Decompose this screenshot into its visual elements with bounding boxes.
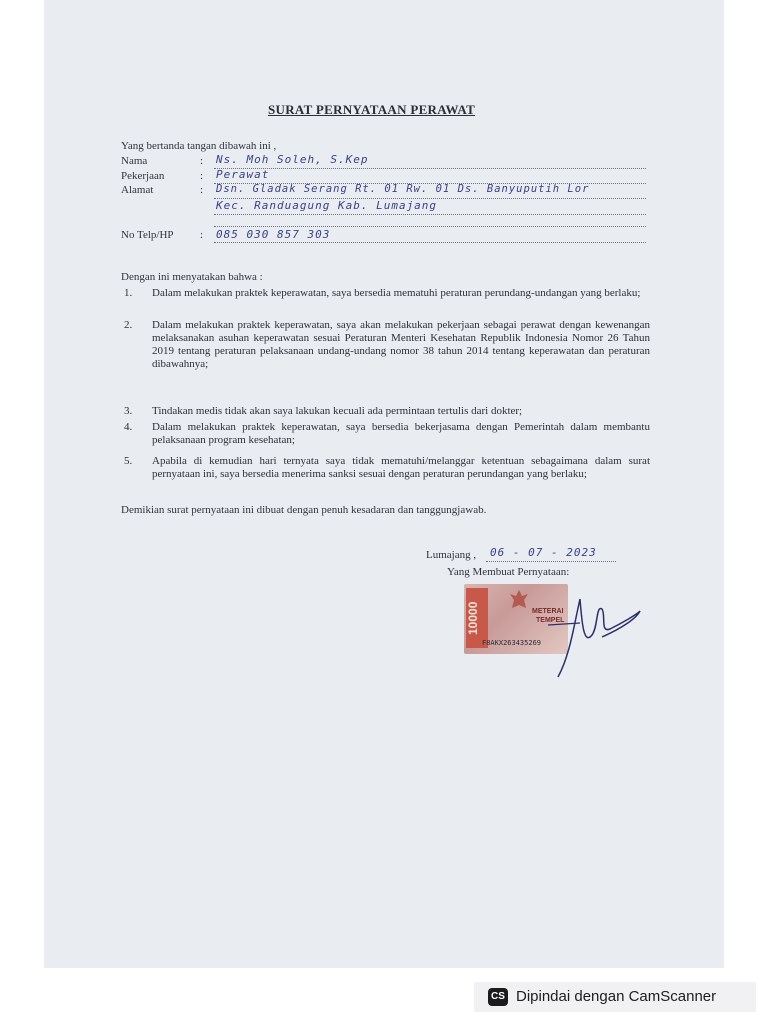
camscanner-label: Dipindai dengan CamScanner [516, 988, 717, 1005]
stamp-value: 10000 [466, 588, 488, 648]
stamp-serial: F8AKX263435269 [482, 639, 542, 647]
alamat-value-line2: Kec. Randuagung Kab. Lumajang [216, 199, 438, 212]
nama-label: Nama [121, 155, 148, 167]
stamp-line1: METERAI [532, 608, 564, 615]
nama-dotted-line [214, 168, 646, 169]
item-text: Dalam melakukan praktek keperawatan, saya bersedia bekerjasama dengan Pemerintah dalam membantu pelaksanaan program kesehatan; [152, 421, 650, 446]
telp-colon: : [200, 229, 204, 241]
alamat-label: Alamat [121, 184, 154, 196]
item-text: Dalam melakukan praktek keperawatan, saya akan melakukan pekerjaan sebagai perawat dengan kewenangan melaksanakan asuhan keperawatan sesuai Peraturan Menteri Kesehatan Republik Indonesia Nomor 26 Tahun 2019 tentang peraturan pelaksanaan undang-undang nomor 38 tahun 2014 tentang keperawatan dan peraturan dibawahnya; [152, 319, 650, 370]
stamp-line2: TEMPEL [536, 617, 565, 624]
date-dotted-line [486, 561, 616, 562]
signature-icon [540, 585, 650, 685]
statement-item-1 [122, 287, 650, 315]
statement-item-3 [122, 405, 650, 419]
garuda-emblem-icon [508, 588, 530, 614]
pekerjaan-value: Perawat [216, 168, 270, 181]
item-text: Tindakan medis tidak akan saya lakukan kecuali ada permintaan tertulis dari dokter; [152, 405, 523, 417]
statement-item-2 [122, 319, 650, 403]
alamat-dotted-line-3 [214, 226, 646, 227]
item-text: Dalam melakukan praktek keperawatan, saya bersedia mematuhi peraturan perundang-undangan yang berlaku; [152, 287, 641, 299]
item-number: 4. [124, 421, 133, 433]
closing-text: Demikian surat pernyataan ini dibuat dengan penuh kesadaran dan tanggungjawab. [121, 504, 487, 516]
telp-value: 085 030 857 303 [216, 228, 331, 241]
item-number: 3. [124, 405, 133, 417]
place-label: Lumajang , [426, 549, 477, 561]
pekerjaan-colon: : [200, 170, 204, 182]
document-title: SURAT PERNYATAAN PERAWAT [268, 102, 476, 117]
statement-intro: Dengan ini menyatakan bahwa : [121, 271, 263, 283]
camscanner-logo-icon: CS [488, 988, 508, 1006]
alamat-colon: : [200, 184, 204, 196]
statement-item-4 [122, 421, 650, 449]
nama-value: Ns. Moh Soleh, S.Kep [216, 153, 369, 166]
nama-colon: : [200, 155, 204, 167]
pekerjaan-label: Pekerjaan [121, 170, 165, 182]
item-number: 1. [124, 287, 133, 299]
alamat-value-line1: Dsn. Gladak Serang Rt. 01 Rw. 01 Ds. Banyuputih Lor [216, 183, 590, 195]
alamat-dotted-line-2 [214, 214, 646, 215]
telp-label: No Telp/HP [121, 229, 174, 241]
camscanner-badge [474, 982, 756, 1012]
item-number: 5. [124, 455, 133, 467]
telp-dotted-line [214, 242, 646, 243]
item-text: Apabila di kemudian hari ternyata saya tidak mematuhi/melanggar ketentuan sebagaimana dalam surat pernyataan ini, saya bersedia menerima sanksi sesuai dengan peraturan perundangan yang berlaku; [152, 455, 650, 480]
signer-label: Yang Membuat Pernyataan: [447, 566, 570, 578]
intro-text: Yang bertanda tangan dibawah ini , [121, 140, 277, 152]
item-number: 2. [124, 319, 133, 331]
date-value: 06 - 07 - 2023 [490, 546, 597, 559]
statement-item-5 [122, 455, 650, 499]
